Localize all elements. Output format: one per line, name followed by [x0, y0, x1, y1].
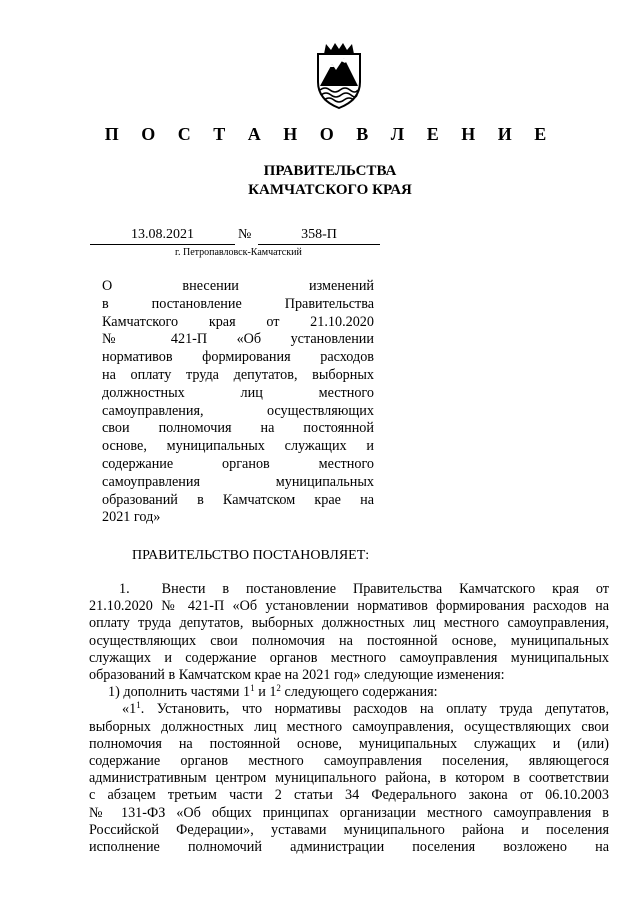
body-line: служащих и содержание органов местного самоуправления муниципальных	[89, 649, 609, 666]
document-subject	[102, 278, 374, 527]
body-line: оплату труда депутатов, выборных должностных лиц местного самоуправления,	[89, 615, 609, 632]
number-sign: №	[238, 227, 252, 242]
document-type-title: П О С Т А Н О В Л Е Н И Е	[104, 124, 556, 144]
item-line	[89, 684, 609, 701]
subject-line: содержание органов местного	[102, 455, 374, 472]
superscript: 2	[276, 683, 281, 694]
body-line: Российской Федерации», уставами муниципального района и поселения	[89, 821, 609, 838]
date-number-row	[90, 227, 390, 247]
body-line	[89, 581, 609, 598]
city-label: г. Петропавловск-Камчатский	[175, 247, 302, 258]
subject-line: нормативов формирования расходов	[102, 349, 374, 366]
body-line: 21.10.2020 № 421-П «Об установлении нормативов формирования расходов на	[89, 598, 609, 615]
subject-line: на оплату труда депутатов, выборных	[102, 366, 374, 383]
resolution-heading: ПРАВИТЕЛЬСТВО ПОСТАНОВЛЯЕТ:	[132, 548, 370, 563]
subject-line: свои полномочия на постоянной	[102, 420, 374, 437]
document-date: 13.08.2021	[90, 227, 235, 245]
subject-line: № 421-П «Об установлении	[102, 331, 374, 348]
item-text: 1) дополнить частями 1	[108, 684, 251, 701]
subject-line: образований в Камчатском крае на	[102, 491, 374, 508]
document-body	[89, 581, 609, 856]
item-text: следующего содержания:	[280, 684, 438, 701]
superscript: 1	[136, 700, 141, 711]
body-line: осуществляющих свои полномочия на постоянной основе, муниципальных	[89, 632, 609, 649]
subject-line: самоуправления, осуществляющих	[102, 402, 374, 419]
coat-of-arms-icon	[314, 42, 364, 110]
subject-line: основе, муниципальных служащих и	[102, 438, 374, 455]
paragraph-number: 1.	[119, 581, 130, 597]
issuer-line-1: ПРАВИТЕЛЬСТВА	[263, 163, 397, 179]
body-line: образований в Камчатском крае на 2021 год» следующие изменения:	[89, 667, 505, 684]
subject-line: самоуправления муниципальных	[102, 473, 374, 490]
body-text: Внести в постановление Правительства Камчатского края от	[161, 581, 609, 597]
superscript: 1	[250, 683, 255, 694]
body-line: исполнение полномочий администрации поселения возложено на	[89, 839, 609, 856]
quoted-line	[89, 701, 609, 718]
subject-line: 2021 год»	[102, 509, 161, 526]
quote-text: . Установить, что нормативы расходов на оплату труда депутатов,	[140, 701, 609, 718]
body-line: выборных должностных лиц местного самоуправления, осуществляющих свои	[89, 718, 609, 735]
item-text: и 1	[254, 684, 277, 701]
issuer-line-2: КАМЧАТСКОГО КРАЯ	[248, 182, 412, 198]
body-line: содержание органов местного самоуправления поселения, являющегося	[89, 753, 609, 770]
body-line: административным центром муниципального района, в котором в соответствии	[89, 770, 609, 787]
issuer-title	[0, 162, 640, 200]
document-number: 358-П	[258, 227, 380, 245]
body-line: с абзацем третьим части 2 статьи 34 Федерального закона от 06.10.2003	[89, 787, 609, 804]
quote-text: «1	[122, 701, 137, 718]
body-line: полномочия на постоянной основе, муниципальных служащих и (или)	[89, 735, 609, 752]
subject-line: Камчатского края от 21.10.2020	[102, 313, 374, 330]
subject-line: должностных лиц местного	[102, 384, 374, 401]
subject-line: в постановление Правительства	[102, 295, 374, 312]
body-line: № 131-ФЗ «Об общих принципах организации местного самоуправления в	[89, 804, 609, 821]
subject-line: О внесении изменений	[102, 278, 374, 294]
